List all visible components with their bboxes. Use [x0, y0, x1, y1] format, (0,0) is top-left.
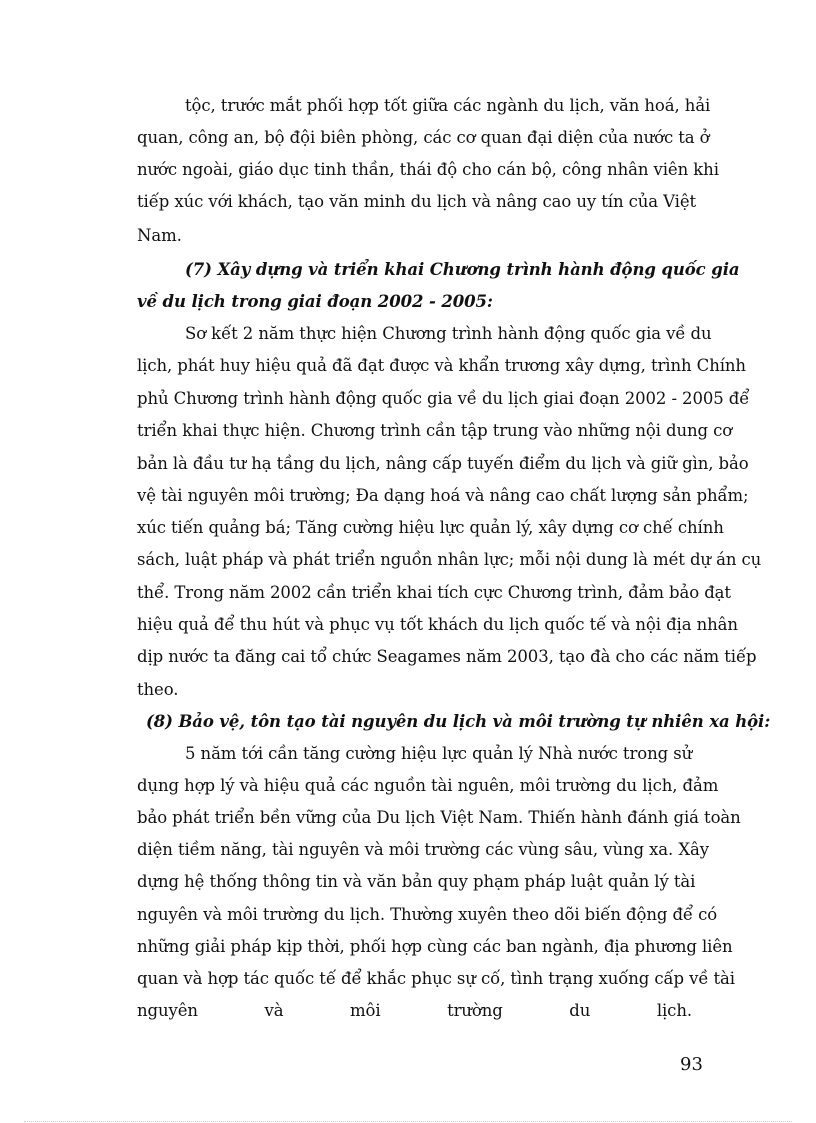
paragraph-line: tiếp xúc với khách, tạo văn minh du lịch và nâng cao uy tín của Việt [137, 192, 697, 211]
section-8-line: nguyên và môi trường du lịch. Thường xuyên theo dõi biến động để có [137, 905, 718, 924]
section-7-heading: (7) Xây dựng và triển khai Chương trình hành động quốc gia [185, 260, 740, 279]
section-8-heading: (8) Bảo vệ, tôn tạo tài nguyên du lịch và môi trường tự nhiên xa hội: [146, 712, 771, 731]
section-7-line: triển khai thực hiện. Chương trình cần tập trung vào những nội dung cơ [137, 421, 733, 440]
section-8-line: bảo phát triển bền vững của Du lịch Việt Nam. Thiến hành đánh giá toàn [137, 808, 741, 827]
section-7-line: dịp nước ta đăng cai tổ chức Seagames năm 2003, tạo đà cho các năm tiếp [137, 647, 757, 666]
section-7-line: sách, luật pháp và phát triển nguồn nhân lực; mỗi nội dung là mét dự án cụ [137, 550, 762, 569]
paragraph-line: quan, công an, bộ đội biên phòng, các cơ quan đại diện của nước ta ở [137, 128, 710, 147]
section-7-line: theo. [137, 680, 179, 699]
section-8-line: dụng hợp lý và hiệu quả các nguồn tài nguên, môi trường du lịch, đảm [137, 776, 719, 795]
section-7-line: xúc tiến quảng bá; Tăng cường hiệu lực quản lý, xây dựng cơ chế chính [137, 518, 724, 537]
section-7-line: bản là đầu tư hạ tầng du lịch, nâng cấp tuyến điểm du lịch và giữ gìn, bảo [137, 454, 749, 473]
section-8-line: diện tiềm năng, tài nguyên và môi trường các vùng sâu, vùng xa. Xây [137, 840, 709, 859]
section-8-line: những giải pháp kịp thời, phối hợp cùng các ban ngành, địa phương liên [137, 937, 733, 956]
section-7-line: hiệu quả để thu hút và phục vụ tốt khách du lịch quốc tế và nội địa nhân [137, 615, 738, 634]
page-bottom-divider [24, 1121, 792, 1122]
section-8-line: quan và hợp tác quốc tế để khắc phục sự cố, tình trạng xuống cấp về tài [137, 969, 735, 988]
section-8-line: 5 năm tới cần tăng cường hiệu lực quản lý Nhà nước trong sử [185, 744, 693, 763]
section-8-line: nguyên và môi trường du lịch. [137, 1001, 692, 1020]
section-7-heading: về du lịch trong giai đoạn 2002 - 2005: [137, 292, 493, 311]
section-7-line: phủ Chương trình hành động quốc gia về du lịch giai đoạn 2002 - 2005 để [137, 389, 750, 408]
section-8-line: dựng hệ thống thông tin và văn bản quy phạm pháp luật quản lý tài [137, 872, 696, 891]
section-7-line: lịch, phát huy hiệu quả đã đạt được và khẩn trương xây dựng, trình Chính [137, 356, 746, 375]
section-7-line: vệ tài nguyên môi trường; Đa dạng hoá và nâng cao chất lượng sản phẩm; [137, 486, 749, 505]
section-7-line: Sơ kết 2 năm thực hiện Chương trình hành động quốc gia về du [185, 324, 712, 343]
page-number: 93 [680, 1054, 703, 1075]
paragraph-line: nước ngoài, giáo dục tinh thần, thái độ cho cán bộ, công nhân viên khi [137, 160, 719, 179]
paragraph-line: Nam. [137, 226, 182, 245]
paragraph-line: tộc, trước mắt phối hợp tốt giữa các ngành du lịch, văn hoá, hải [185, 96, 711, 115]
section-7-line: thể. Trong năm 2002 cần triển khai tích cực Chương trình, đảm bảo đạt [137, 583, 731, 602]
